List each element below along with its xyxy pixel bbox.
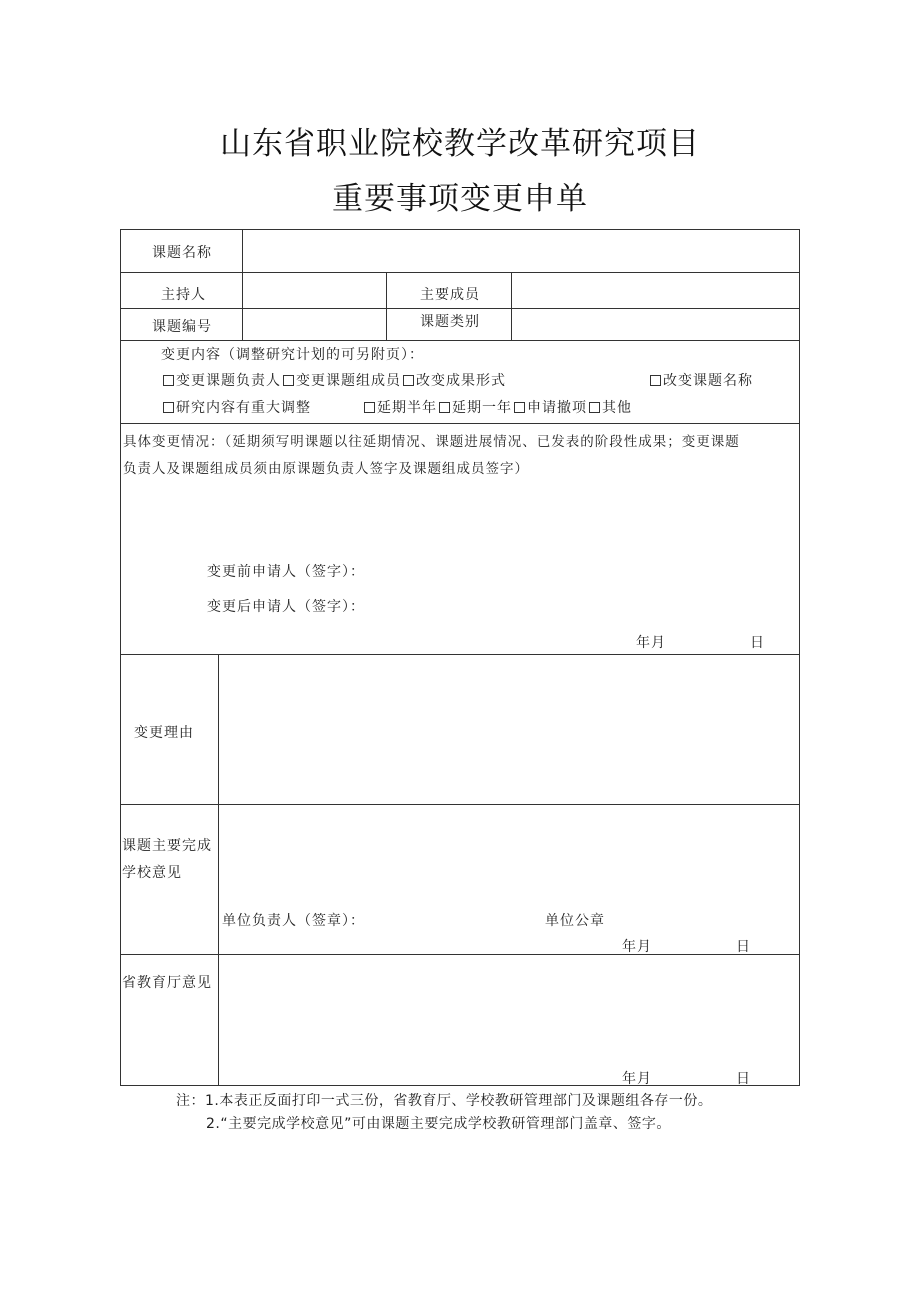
option-change-leader[interactable]: 变更课题负责人 bbox=[161, 370, 281, 390]
column-divider bbox=[386, 272, 387, 340]
row-divider bbox=[120, 340, 800, 341]
school-opinion-label-line1: 课题主要完成 bbox=[122, 838, 212, 854]
before-applicant-signature: 变更前申请人（签字）： bbox=[207, 564, 365, 580]
checkbox[interactable] bbox=[283, 375, 294, 386]
unit-seal: 单位公章 bbox=[545, 913, 605, 929]
option-change-result-form[interactable]: 改变成果形式 bbox=[401, 370, 506, 390]
row-divider bbox=[120, 804, 800, 805]
checkbox[interactable] bbox=[163, 402, 174, 413]
row-divider bbox=[120, 654, 800, 655]
checkbox[interactable] bbox=[650, 375, 661, 386]
option-change-topic-name[interactable]: 改变课题名称 bbox=[648, 370, 753, 390]
column-divider bbox=[242, 229, 243, 340]
checkbox[interactable] bbox=[364, 402, 375, 413]
details-year-month: 年月 bbox=[636, 635, 666, 651]
change-options-row-2 bbox=[161, 397, 311, 417]
table-border-left bbox=[120, 229, 121, 1086]
topic-name-label: 课题名称 bbox=[152, 245, 212, 261]
change-options-row-1 bbox=[161, 370, 506, 390]
host-field[interactable] bbox=[246, 275, 382, 305]
province-day: 日 bbox=[736, 1071, 751, 1087]
option-other[interactable]: 其他 bbox=[587, 397, 632, 417]
footnote-1: 注：1.本表正反面打印一式三份，省教育厅、学校教研管理部门及课题组各存一份。 bbox=[176, 1093, 713, 1109]
row-divider bbox=[120, 423, 800, 424]
change-options-row-2b bbox=[362, 397, 632, 417]
topic-category-field[interactable] bbox=[515, 311, 795, 338]
school-opinion-label-line2: 学校意见 bbox=[122, 865, 182, 881]
footnote-2: 2.“主要完成学校意见”可由课题主要完成学校教研管理部门盖章、签字。 bbox=[206, 1116, 671, 1132]
table-border-top bbox=[120, 229, 800, 230]
row-divider bbox=[120, 308, 800, 309]
option-major-content-adjust[interactable]: 研究内容有重大调整 bbox=[161, 397, 311, 417]
reason-label: 变更理由 bbox=[134, 725, 194, 741]
after-applicant-signature: 变更后申请人（签字）： bbox=[207, 599, 365, 615]
table-border-bottom bbox=[120, 1085, 800, 1086]
province-opinion-label: 省教育厅意见 bbox=[122, 975, 212, 991]
form-title: 山东省职业院校教学改革研究项目 bbox=[220, 126, 700, 162]
province-year-month: 年月 bbox=[622, 1071, 652, 1087]
option-withdraw[interactable]: 申请撤项 bbox=[512, 397, 587, 417]
checkbox[interactable] bbox=[439, 402, 450, 413]
topic-number-label: 课题编号 bbox=[152, 319, 212, 335]
column-divider bbox=[511, 272, 512, 340]
host-label: 主持人 bbox=[161, 287, 206, 303]
option-extend-one-year[interactable]: 延期一年 bbox=[437, 397, 512, 417]
checkbox[interactable] bbox=[589, 402, 600, 413]
form-subtitle: 重要事项变更申单 bbox=[332, 181, 588, 217]
unit-head-signature: 单位负责人（签章）： bbox=[222, 913, 365, 929]
details-instruction-line2: 负责人及课题组成员须由原课题负责人签字及课题组成员签字） bbox=[123, 461, 529, 477]
change-content-label: 变更内容（调整研究计划的可另附页）： bbox=[161, 347, 424, 363]
row-divider bbox=[120, 954, 800, 955]
column-divider bbox=[218, 654, 219, 1086]
topic-number-field[interactable] bbox=[246, 311, 382, 338]
school-day: 日 bbox=[736, 939, 751, 955]
option-extend-half-year[interactable]: 延期半年 bbox=[362, 397, 437, 417]
details-day: 日 bbox=[750, 635, 765, 651]
details-instruction-line1: 具体变更情况：（延期须写明课题以往延期情况、课题进展情况、已发表的阶段性成果；变更课题 bbox=[123, 434, 740, 450]
checkbox[interactable] bbox=[403, 375, 414, 386]
table-border-right bbox=[799, 229, 800, 1086]
main-members-label: 主要成员 bbox=[420, 287, 480, 303]
reason-field[interactable] bbox=[224, 658, 794, 800]
option-change-members[interactable]: 变更课题组成员 bbox=[281, 370, 401, 390]
topic-name-field[interactable] bbox=[250, 232, 795, 270]
checkbox[interactable] bbox=[514, 402, 525, 413]
row-divider bbox=[120, 272, 800, 273]
checkbox[interactable] bbox=[163, 375, 174, 386]
school-year-month: 年月 bbox=[622, 939, 652, 955]
topic-category-label: 课题类别 bbox=[420, 314, 480, 330]
main-members-field[interactable] bbox=[515, 275, 795, 305]
